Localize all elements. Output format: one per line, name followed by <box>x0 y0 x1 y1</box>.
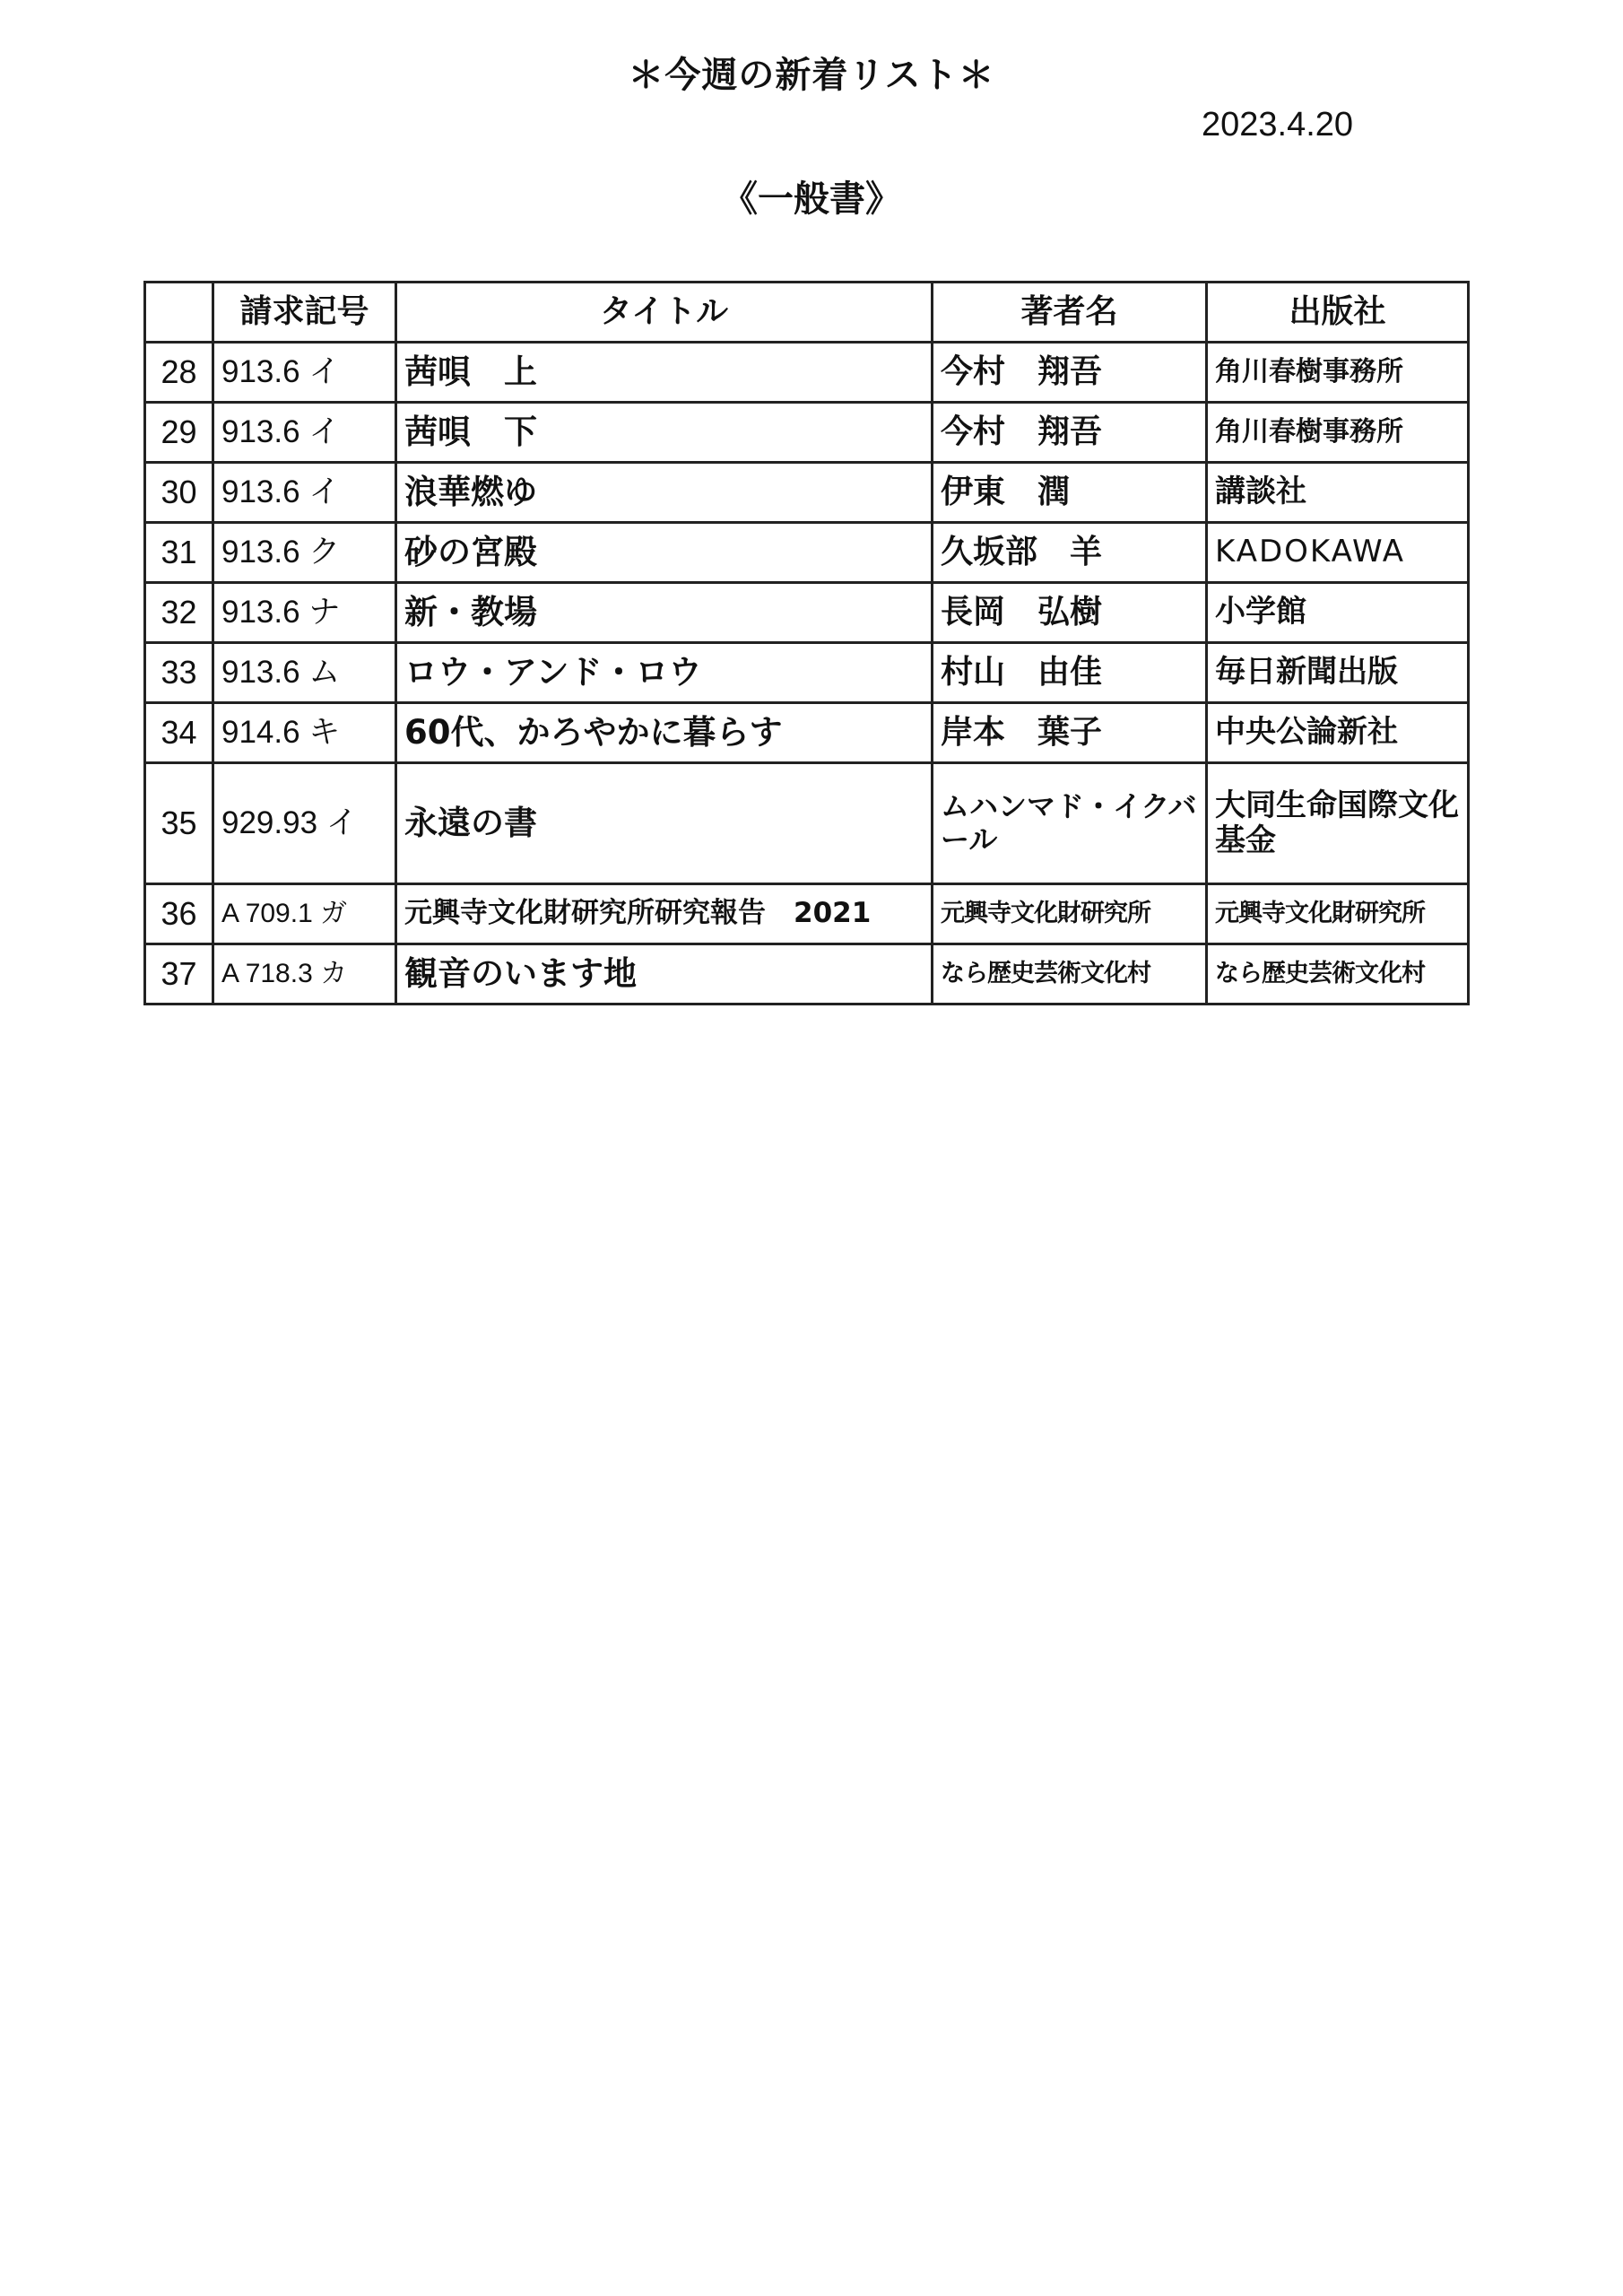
call-number: 913.6 イ <box>213 403 396 463</box>
table-row <box>145 583 1469 643</box>
book-title: 観音のいます地 <box>396 944 933 1004</box>
book-title: 茜唄 下 <box>396 403 933 463</box>
book-author: 長岡 弘樹 <box>933 583 1207 643</box>
book-author: 伊東 潤 <box>933 463 1207 523</box>
section-title: 《一般書》 <box>722 178 901 220</box>
table-row <box>145 523 1469 583</box>
book-publisher: 中央公論新社 <box>1207 703 1469 763</box>
row-number: 33 <box>145 643 213 703</box>
header-title: タイトル <box>396 283 933 343</box>
row-number: 31 <box>145 523 213 583</box>
book-author: ムハンマド・イクバール <box>933 763 1207 884</box>
table-row <box>145 703 1469 763</box>
header-author: 著者名 <box>933 283 1207 343</box>
call-number: 929.93 イ <box>213 763 396 884</box>
table-row <box>145 403 1469 463</box>
table-header-row <box>145 283 1469 343</box>
book-title: 浪華燃ゆ <box>396 463 933 523</box>
call-number: 913.6 ム <box>213 643 396 703</box>
row-number: 32 <box>145 583 213 643</box>
book-title: ロウ・アンド・ロウ <box>396 643 933 703</box>
table-row <box>145 944 1469 1004</box>
table-row <box>145 763 1469 884</box>
row-number: 36 <box>145 884 213 944</box>
book-author: 元興寺文化財研究所 <box>933 884 1207 944</box>
table-row <box>145 643 1469 703</box>
call-number: 913.6 ク <box>213 523 396 583</box>
row-number: 35 <box>145 763 213 884</box>
header-number <box>145 283 213 343</box>
row-number: 28 <box>145 343 213 403</box>
new-books-table <box>143 281 1470 1005</box>
book-publisher: 元興寺文化財研究所 <box>1207 884 1469 944</box>
book-author: 久坂部 羊 <box>933 523 1207 583</box>
row-number: 29 <box>145 403 213 463</box>
call-number: A 718.3 カ <box>213 944 396 1004</box>
book-author: なら歴史芸術文化村 <box>933 944 1207 1004</box>
call-number: 913.6 ナ <box>213 583 396 643</box>
table-row <box>145 463 1469 523</box>
table-row <box>145 343 1469 403</box>
call-number: A 709.1 ガ <box>213 884 396 944</box>
book-title: 新・教場 <box>396 583 933 643</box>
page-title: ＊今週の新着リスト＊ <box>628 55 995 96</box>
book-title: 永遠の書 <box>396 763 933 884</box>
book-publisher: 小学館 <box>1207 583 1469 643</box>
book-author: 今村 翔吾 <box>933 403 1207 463</box>
book-author: 村山 由佳 <box>933 643 1207 703</box>
book-author: 今村 翔吾 <box>933 343 1207 403</box>
book-author: 岸本 葉子 <box>933 703 1207 763</box>
header-publisher: 出版社 <box>1207 283 1469 343</box>
book-title: 元興寺文化財研究所研究報告 2021 <box>396 884 933 944</box>
row-number: 37 <box>145 944 213 1004</box>
book-title: 茜唄 上 <box>396 343 933 403</box>
book-publisher: 大同生命国際文化基金 <box>1207 763 1469 884</box>
table-row <box>145 884 1469 944</box>
header-call-number: 請求記号 <box>213 283 396 343</box>
book-title: 60代、かろやかに暮らす <box>396 703 933 763</box>
book-publisher: 毎日新聞出版 <box>1207 643 1469 703</box>
row-number: 30 <box>145 463 213 523</box>
list-date: 2023.4.20 <box>1202 106 1354 144</box>
call-number: 914.6 キ <box>213 703 396 763</box>
book-publisher: 角川春樹事務所 <box>1207 343 1469 403</box>
call-number: 913.6 イ <box>213 463 396 523</box>
row-number: 34 <box>145 703 213 763</box>
book-publisher: 角川春樹事務所 <box>1207 403 1469 463</box>
book-publisher: なら歴史芸術文化村 <box>1207 944 1469 1004</box>
book-publisher: KADOKAWA <box>1207 523 1469 583</box>
book-title: 砂の宮殿 <box>396 523 933 583</box>
book-publisher: 講談社 <box>1207 463 1469 523</box>
call-number: 913.6 イ <box>213 343 396 403</box>
